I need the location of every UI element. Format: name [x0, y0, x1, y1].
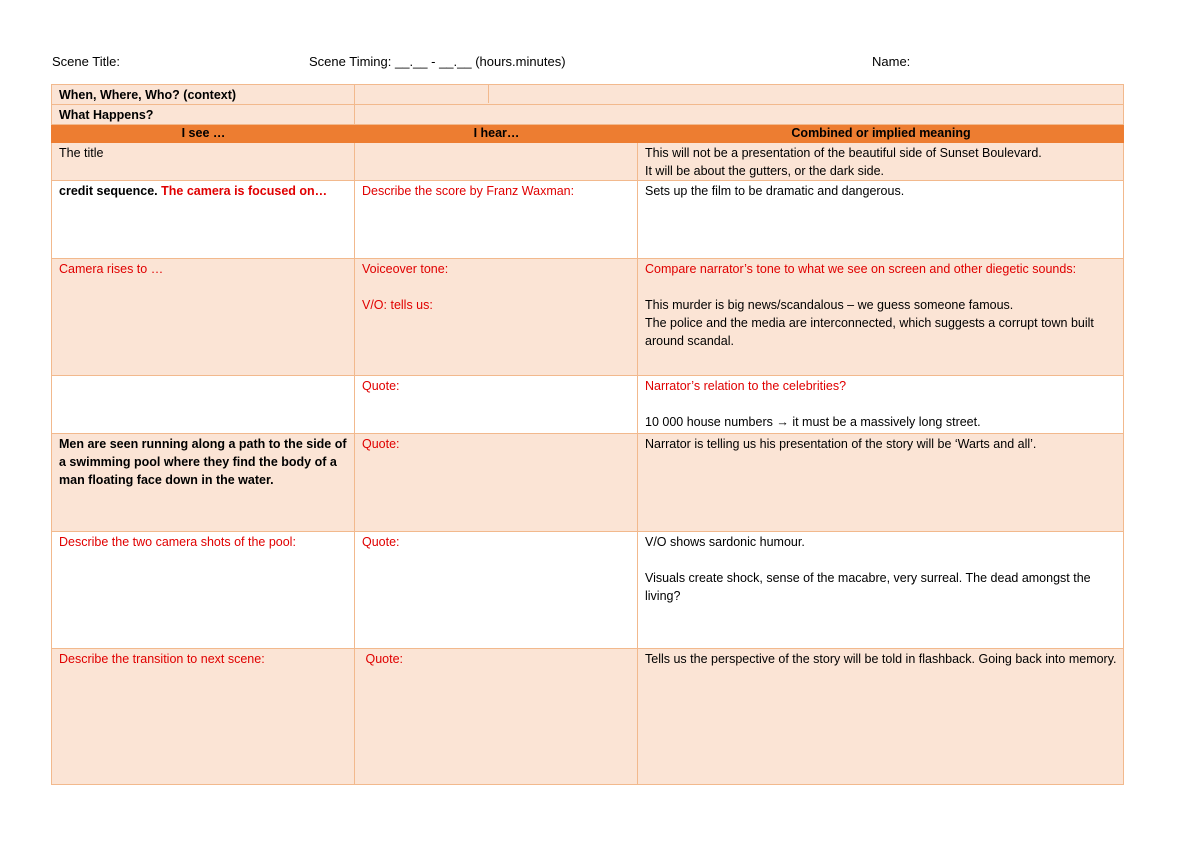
- hear-cell: Describe the score by Franz Waxman:: [355, 181, 638, 259]
- hear-cell: [355, 259, 638, 376]
- meaning-line: Visuals create shock, sense of the macabre, very surreal. The dead amongst the living?: [645, 571, 1091, 603]
- hear-cell: Quote:: [355, 434, 638, 532]
- column-header-see: I see …: [52, 125, 355, 143]
- hear-cell: Quote:: [355, 649, 638, 785]
- table-row: [52, 376, 1124, 434]
- what-happens-label: What Happens?: [52, 105, 355, 125]
- name-label: Name:: [872, 54, 911, 69]
- column-header-meaning: Combined or implied meaning: [638, 125, 1124, 143]
- what-happens-input[interactable]: [355, 105, 1124, 125]
- see-cell: Men are seen running along a path to the side of a swimming pool where they find the body of a man floating face down in the water.: [52, 434, 355, 532]
- meaning-cell: Sets up the film to be dramatic and dangerous.: [638, 181, 1124, 259]
- meaning-line: This will not be a presentation of the beautiful side of Sunset Boulevard.: [645, 146, 1042, 160]
- table-row: [52, 434, 1124, 532]
- meaning-cell: [638, 143, 1124, 181]
- meaning-line: The police and the media are interconnected, which suggests a corrupt town built around scandal.: [645, 316, 1094, 348]
- see-cell: The title: [52, 143, 355, 181]
- meaning-prompt: Narrator’s relation to the celebrities?: [645, 379, 847, 393]
- context-input-cell-1[interactable]: [355, 85, 490, 104]
- column-header-row: [52, 125, 1124, 143]
- see-text-black: credit sequence.: [59, 184, 162, 198]
- meaning-cell: [638, 259, 1124, 376]
- column-header-hear: I hear…: [355, 125, 638, 143]
- see-cell[interactable]: [52, 376, 355, 434]
- scene-analysis-table: [51, 84, 1124, 785]
- table-row: [52, 649, 1124, 785]
- context-input-cell-2[interactable]: [489, 85, 1124, 104]
- meaning-cell: Narrator is telling us his presentation of the story will be ‘Warts and all’.: [638, 434, 1124, 532]
- table-row: [52, 259, 1124, 376]
- context-label: When, Where, Who? (context): [52, 85, 355, 105]
- context-row: [52, 85, 1124, 105]
- see-cell: Describe the two camera shots of the pool:: [52, 532, 355, 649]
- meaning-prompt: Compare narrator’s tone to what we see on screen and other diegetic sounds:: [645, 262, 1077, 276]
- meaning-line: 10 000 house numbers → it must be a massively long street.: [645, 415, 981, 429]
- see-cell: Camera rises to …: [52, 259, 355, 376]
- hear-line: Voiceover tone:: [362, 262, 449, 276]
- scene-timing-label: Scene Timing: __.__ - __.__ (hours.minutes): [309, 54, 566, 69]
- scene-title-label: Scene Title:: [52, 54, 120, 69]
- meaning-line: This murder is big news/scandalous – we guess someone famous.: [645, 298, 1014, 312]
- hear-cell: Quote:: [355, 532, 638, 649]
- meaning-line: It will be about the gutters, or the dark side.: [645, 164, 885, 178]
- meaning-cell: Tells us the perspective of the story will be told in flashback. Going back into memory.: [638, 649, 1124, 785]
- table-row: [52, 181, 1124, 259]
- meaning-cell: [638, 376, 1124, 434]
- table-row: [52, 143, 1124, 181]
- what-happens-row: [52, 105, 1124, 125]
- see-cell: Describe the transition to next scene:: [52, 649, 355, 785]
- see-cell: [52, 181, 355, 259]
- table-row: [52, 532, 1124, 649]
- hear-line: V/O: tells us:: [362, 298, 433, 312]
- hear-cell: Quote:: [355, 376, 638, 434]
- context-input-area[interactable]: [355, 85, 1124, 105]
- meaning-cell: [638, 532, 1124, 649]
- worksheet-header: [52, 54, 1124, 72]
- see-text-red: The camera is focused on…: [161, 184, 328, 198]
- meaning-line: V/O shows sardonic humour.: [645, 535, 805, 549]
- hear-cell[interactable]: [355, 143, 638, 181]
